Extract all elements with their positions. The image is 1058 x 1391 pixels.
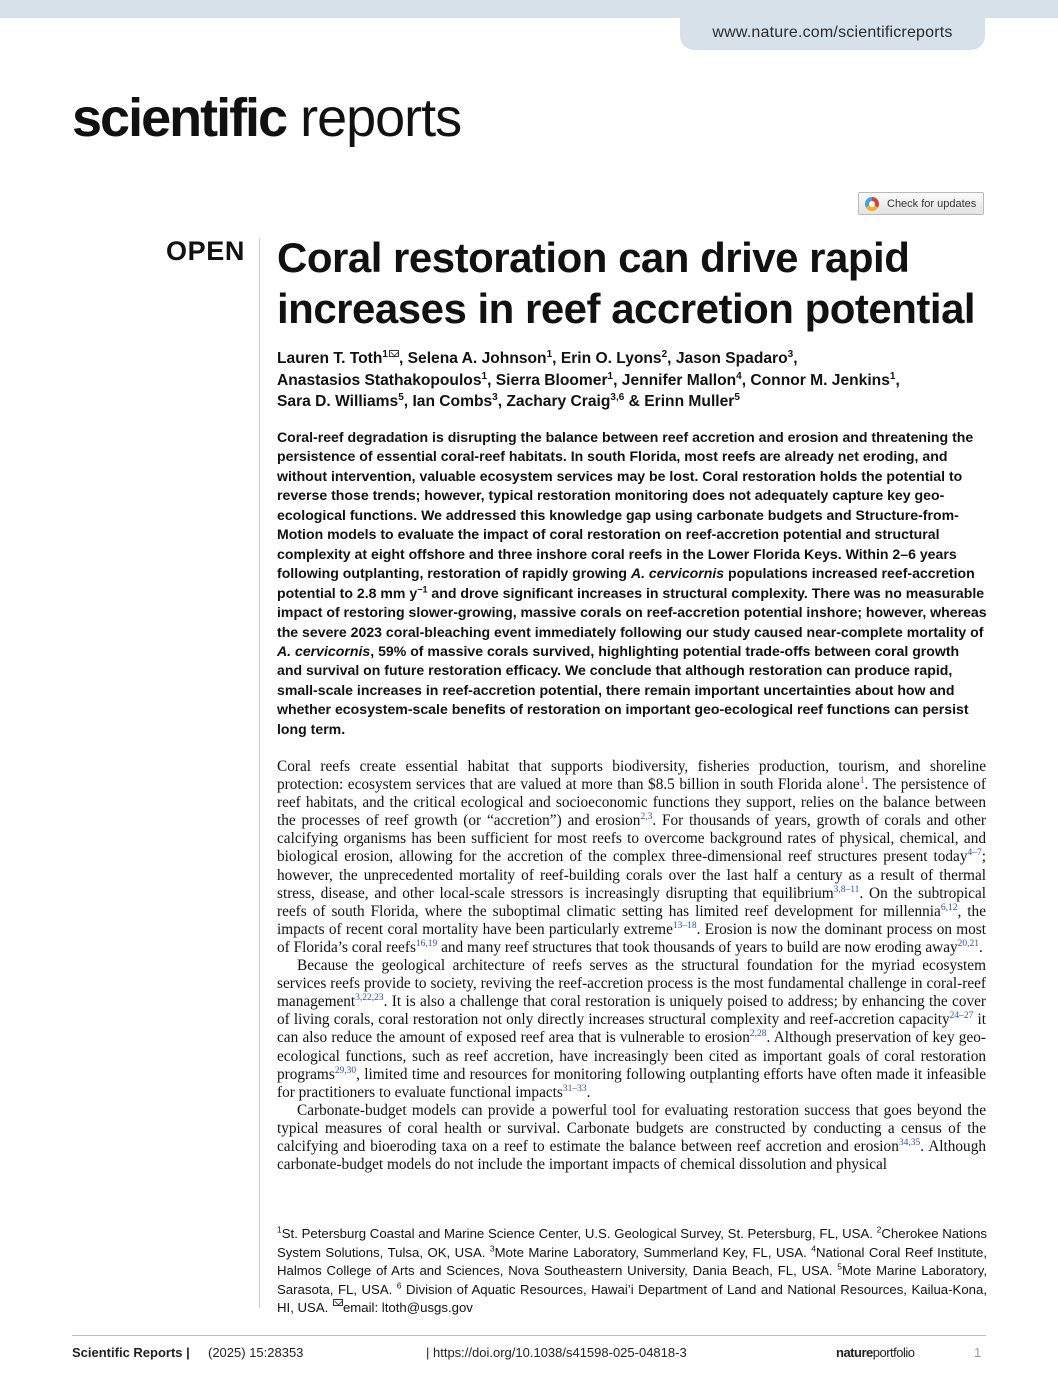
left-divider — [259, 238, 260, 1308]
text-run: National Coral Reef Institute, Halmos College of Arts and Sciences, Nova Southeastern University, Dania Beach, FL, USA. — [277, 1244, 987, 1278]
citation-superscript: 2 — [876, 1224, 882, 1235]
text-run: . Although preservation of key geo-ecological functions, such as reef accretion, have increasingly been cited as important goals of coral restoration programs — [277, 1029, 986, 1083]
author-affiliation-number: 5 — [398, 391, 404, 403]
journal-url[interactable]: www.nature.com/scientificreports — [680, 18, 985, 50]
author-name[interactable]: Selena A. Johnson — [407, 350, 547, 367]
open-access-label: OPEN — [166, 236, 245, 266]
author-separator: , — [895, 371, 900, 389]
affiliations — [277, 1225, 987, 1318]
text-run: Coral-reef degradation is disrupting the balance between reef accretion and erosion and threatening the persistence of essential coral-reef habitats. In south Florida, most reefs are already net eroding, and without intervention, valuable ecosystem services may be lost. Coral restoration holds the potential to reverse those trends; however, typical restoration monitoring does not adequately capture key geo-ecological functions. We addressed this knowledge gap using carbonate budgets and Structure-from-Motion models to evaluate the impact of coral restoration on reef-accretion potential and structural complexity at eight offshore and three inshore coral reefs in the Lower Florida Keys. Within 2–6 years following outplanting, restoration of rapidly growing — [277, 429, 974, 582]
citation-superscript[interactable]: 29,30 — [334, 1065, 357, 1076]
author-affiliation-number: 5 — [734, 391, 740, 403]
text-run: it can also reduce the amount of exposed reef area that is vulnerable to erosion — [277, 1011, 986, 1047]
footer-journal: Scientific Reports | — [72, 1345, 190, 1360]
author-affiliation-number: 1 — [607, 370, 614, 382]
crossmark-icon — [865, 197, 879, 211]
italic-species-name: A. cervicornis — [630, 565, 725, 582]
text-run: . Erosion is now the dominant process on most of Florida’s coral reefs — [277, 920, 986, 956]
citation-superscript[interactable]: 6,12 — [940, 902, 958, 913]
abstract — [277, 428, 987, 739]
author-affiliation-number: 3 — [492, 391, 498, 403]
body-paragraph — [277, 1102, 986, 1174]
author-separator: & — [624, 393, 645, 410]
citation-superscript[interactable]: 3,22,23 — [355, 993, 384, 1004]
envelope-icon[interactable] — [389, 350, 399, 357]
text-run: email: ltoth@usgs.gov — [342, 1300, 473, 1315]
citation-superscript[interactable]: 1 — [859, 776, 865, 786]
author-affiliation-number: 3 — [787, 348, 794, 360]
author-name[interactable]: Zachary Craig — [506, 393, 611, 410]
text-run: . — [586, 1083, 591, 1101]
author-separator: , — [487, 371, 496, 389]
text-run: and many reef structures that took thousands of years to build are now eroding away — [437, 938, 958, 956]
author-affiliation-number: 2 — [661, 348, 668, 360]
author-affiliation-number: 1 — [546, 348, 553, 360]
author-separator: , — [667, 350, 676, 367]
check-for-updates-button[interactable] — [858, 192, 984, 215]
text-run: Cherokee Nations System Solutions, Tulsa, OK, USA. — [277, 1226, 987, 1260]
text-run: Coral reefs create essential habitat that supports biodiversity, fisheries production, tourism, and shoreline protection: ecosystem services that are valued at more than $8.5 billion in south Florida alone — [277, 758, 986, 794]
author-affiliation-number: 1 — [382, 348, 388, 360]
author-name[interactable]: Jason Spadaro — [675, 350, 788, 367]
citation-superscript: −1 — [417, 583, 428, 594]
text-run: , the impacts of recent coral mortality have been particularly extreme — [277, 902, 986, 938]
text-run: populations increased reef-accretion potential to 2.8 mm y — [277, 565, 975, 601]
footer-doi-link[interactable]: | https://doi.org/10.1038/s41598-025-04818-3 — [426, 1345, 687, 1360]
citation-superscript: 4 — [811, 1243, 816, 1254]
article-title: Coral restoration can drive rapid increases in reef accretion potential — [277, 234, 976, 332]
footer-divider — [72, 1335, 986, 1336]
text-run: , 59% of massive corals survived, highlighting potential trade-offs between coral growth and survival on future restoration efficacy. We conclude that although restoration can produce rapid, small-scale increases in reef-accretion potential, there remain important uncertainties about how and whether ecosystem-scale benefits of restoration on important geo-ecological reef functions can persist long term. — [277, 642, 969, 737]
text-run: Mote Marine Laboratory, Summerland Key, FL, USA. — [494, 1244, 812, 1260]
citation-superscript[interactable]: 20,21 — [957, 938, 980, 949]
text-run: St. Petersburg Coastal and Marine Science Center, U.S. Geological Survey, St. Petersburg, FL, USA. — [281, 1226, 877, 1241]
author-name[interactable]: Connor M. Jenkins — [750, 371, 890, 389]
envelope-icon — [333, 1299, 343, 1306]
body-paragraph — [277, 758, 986, 957]
text-run: and drove significant increases in structural complexity. There was no measurable impact of restoring slower-growing, massive corals on reef-accretion potential inshore; however, whereas the severe 2023 coral-bleaching event immediately following our study caused near-complete mortality of — [277, 584, 987, 640]
citation-superscript[interactable]: 24–27 — [949, 1011, 974, 1022]
citation-superscript: 5 — [837, 1261, 842, 1272]
author-separator: , — [398, 350, 408, 367]
author-affiliation-number: 3,6 — [610, 391, 625, 403]
text-run: . On the subtropical reefs of south Florida, where the suboptimal climatic setting has limited reef development for millennia — [277, 884, 986, 920]
citation-superscript[interactable]: 2,3 — [640, 812, 653, 823]
text-run: . — [979, 938, 983, 956]
portfolio-word-portfolio: portfolio — [872, 1345, 915, 1360]
italic-species-name: A. cervicornis — [277, 642, 371, 659]
author-name[interactable]: Sara D. Williams — [277, 393, 399, 410]
author-affiliation-number: 1 — [481, 370, 488, 382]
citation-superscript: 1 — [277, 1224, 282, 1235]
text-run: Because the geological architecture of reefs serves as the structural foundation for the myriad ecosystem services reefs provide to society, reviving the reef-accretion process is the most fundamental challenge in coral-reef management — [277, 957, 986, 1011]
text-run: Carbonate-budget models can provide a powerful tool for evaluating restoration success that goes beyond the typical measures of coral health or survival. Carbonate budgets are constructed by conducting a census of the calcifying and bioeroding taxa on a reef to estimate the balance between reef accretion and erosion — [277, 1101, 986, 1155]
author-separator: , — [552, 350, 561, 367]
author-separator: , — [741, 371, 751, 389]
text-run: . Although carbonate-budget models do not include the important impacts of chemical dissolution and physical — [277, 1137, 986, 1174]
citation-superscript[interactable]: 3,8–11 — [833, 884, 860, 895]
author-name[interactable]: Lauren T. Toth — [277, 350, 383, 367]
author-name[interactable]: Erin O. Lyons — [560, 350, 662, 367]
journal-logo[interactable] — [72, 88, 461, 148]
citation-superscript[interactable]: 16,19 — [415, 938, 438, 949]
text-run: . The persistence of reef habitats, and the critical ecological and socioeconomic functions they support, relies on the balance between the processes of reef growth (or “accretion”) and erosion — [277, 776, 986, 830]
body-paragraph — [277, 957, 986, 1102]
author-affiliation-number: 1 — [889, 370, 896, 382]
footer-volume: (2025) 15:28353 — [208, 1345, 304, 1360]
logo-word-reports: reports — [286, 88, 462, 148]
author-name[interactable]: Sierra Bloomer — [495, 371, 608, 389]
text-run: ; however, the unprecedented mortality of reef-building corals over the last half a century as a result of thermal stress, disease, and other local-scale stressors is increasingly disrupting that equilibrium — [277, 848, 986, 902]
author-separator: , — [497, 393, 507, 410]
citation-superscript[interactable]: 34,35 — [898, 1137, 921, 1148]
citation-superscript[interactable]: 13–18 — [672, 920, 697, 931]
text-run: . It is also a challenge that coral restoration is uniquely poised to address; by enhancing the cover of living corals, coral restoration not only directly increases structural complexity and reef-accretion capacity — [277, 993, 986, 1029]
top-band — [0, 0, 1058, 18]
citation-superscript: 6 — [396, 1280, 402, 1291]
text-run: , limited time and resources for monitoring following outplanting efforts have often made it infeasible for practitioners to evaluate functional impacts — [277, 1065, 986, 1101]
author-separator: , — [403, 393, 413, 410]
article-body — [277, 758, 986, 1174]
text-run: . For thousands of years, growth of corals and other calcifying organisms has been sufficient for most reefs to overcome background rates of physical, chemical, and biological erosion, allowing for the accretion of the complex three-dimensional reef structures present today — [277, 812, 987, 866]
citation-superscript[interactable]: 4–7 — [967, 848, 982, 859]
author-name[interactable]: Anastasios Stathakopoulos — [277, 371, 482, 389]
author-list — [277, 348, 987, 413]
author-separator: , — [793, 350, 798, 367]
author-affiliation-number: 4 — [736, 370, 742, 382]
check-for-updates-label: Check for updates — [887, 198, 977, 210]
text-run: Mote Marine Laboratory, Sarasota, FL, USA. — [277, 1263, 987, 1297]
citation-superscript: 3 — [489, 1243, 495, 1254]
nature-portfolio-logo — [836, 1345, 914, 1360]
text-run: Division of Aquatic Resources, Hawai’i Department of Land and National Resources, Kailua-Kona, HI, USA. — [277, 1281, 987, 1315]
citation-superscript[interactable]: 2,28 — [749, 1029, 767, 1040]
author-name[interactable]: Jennifer Mallon — [621, 371, 737, 389]
portfolio-word-nature: nature — [836, 1345, 873, 1360]
logo-word-scientific: scientific — [72, 88, 287, 148]
author-name[interactable]: Erinn Muller — [644, 393, 735, 410]
citation-superscript[interactable]: 31–33 — [562, 1083, 587, 1094]
author-separator: , — [613, 371, 622, 389]
page-number: 1 — [974, 1345, 982, 1360]
author-name[interactable]: Ian Combs — [412, 393, 493, 410]
